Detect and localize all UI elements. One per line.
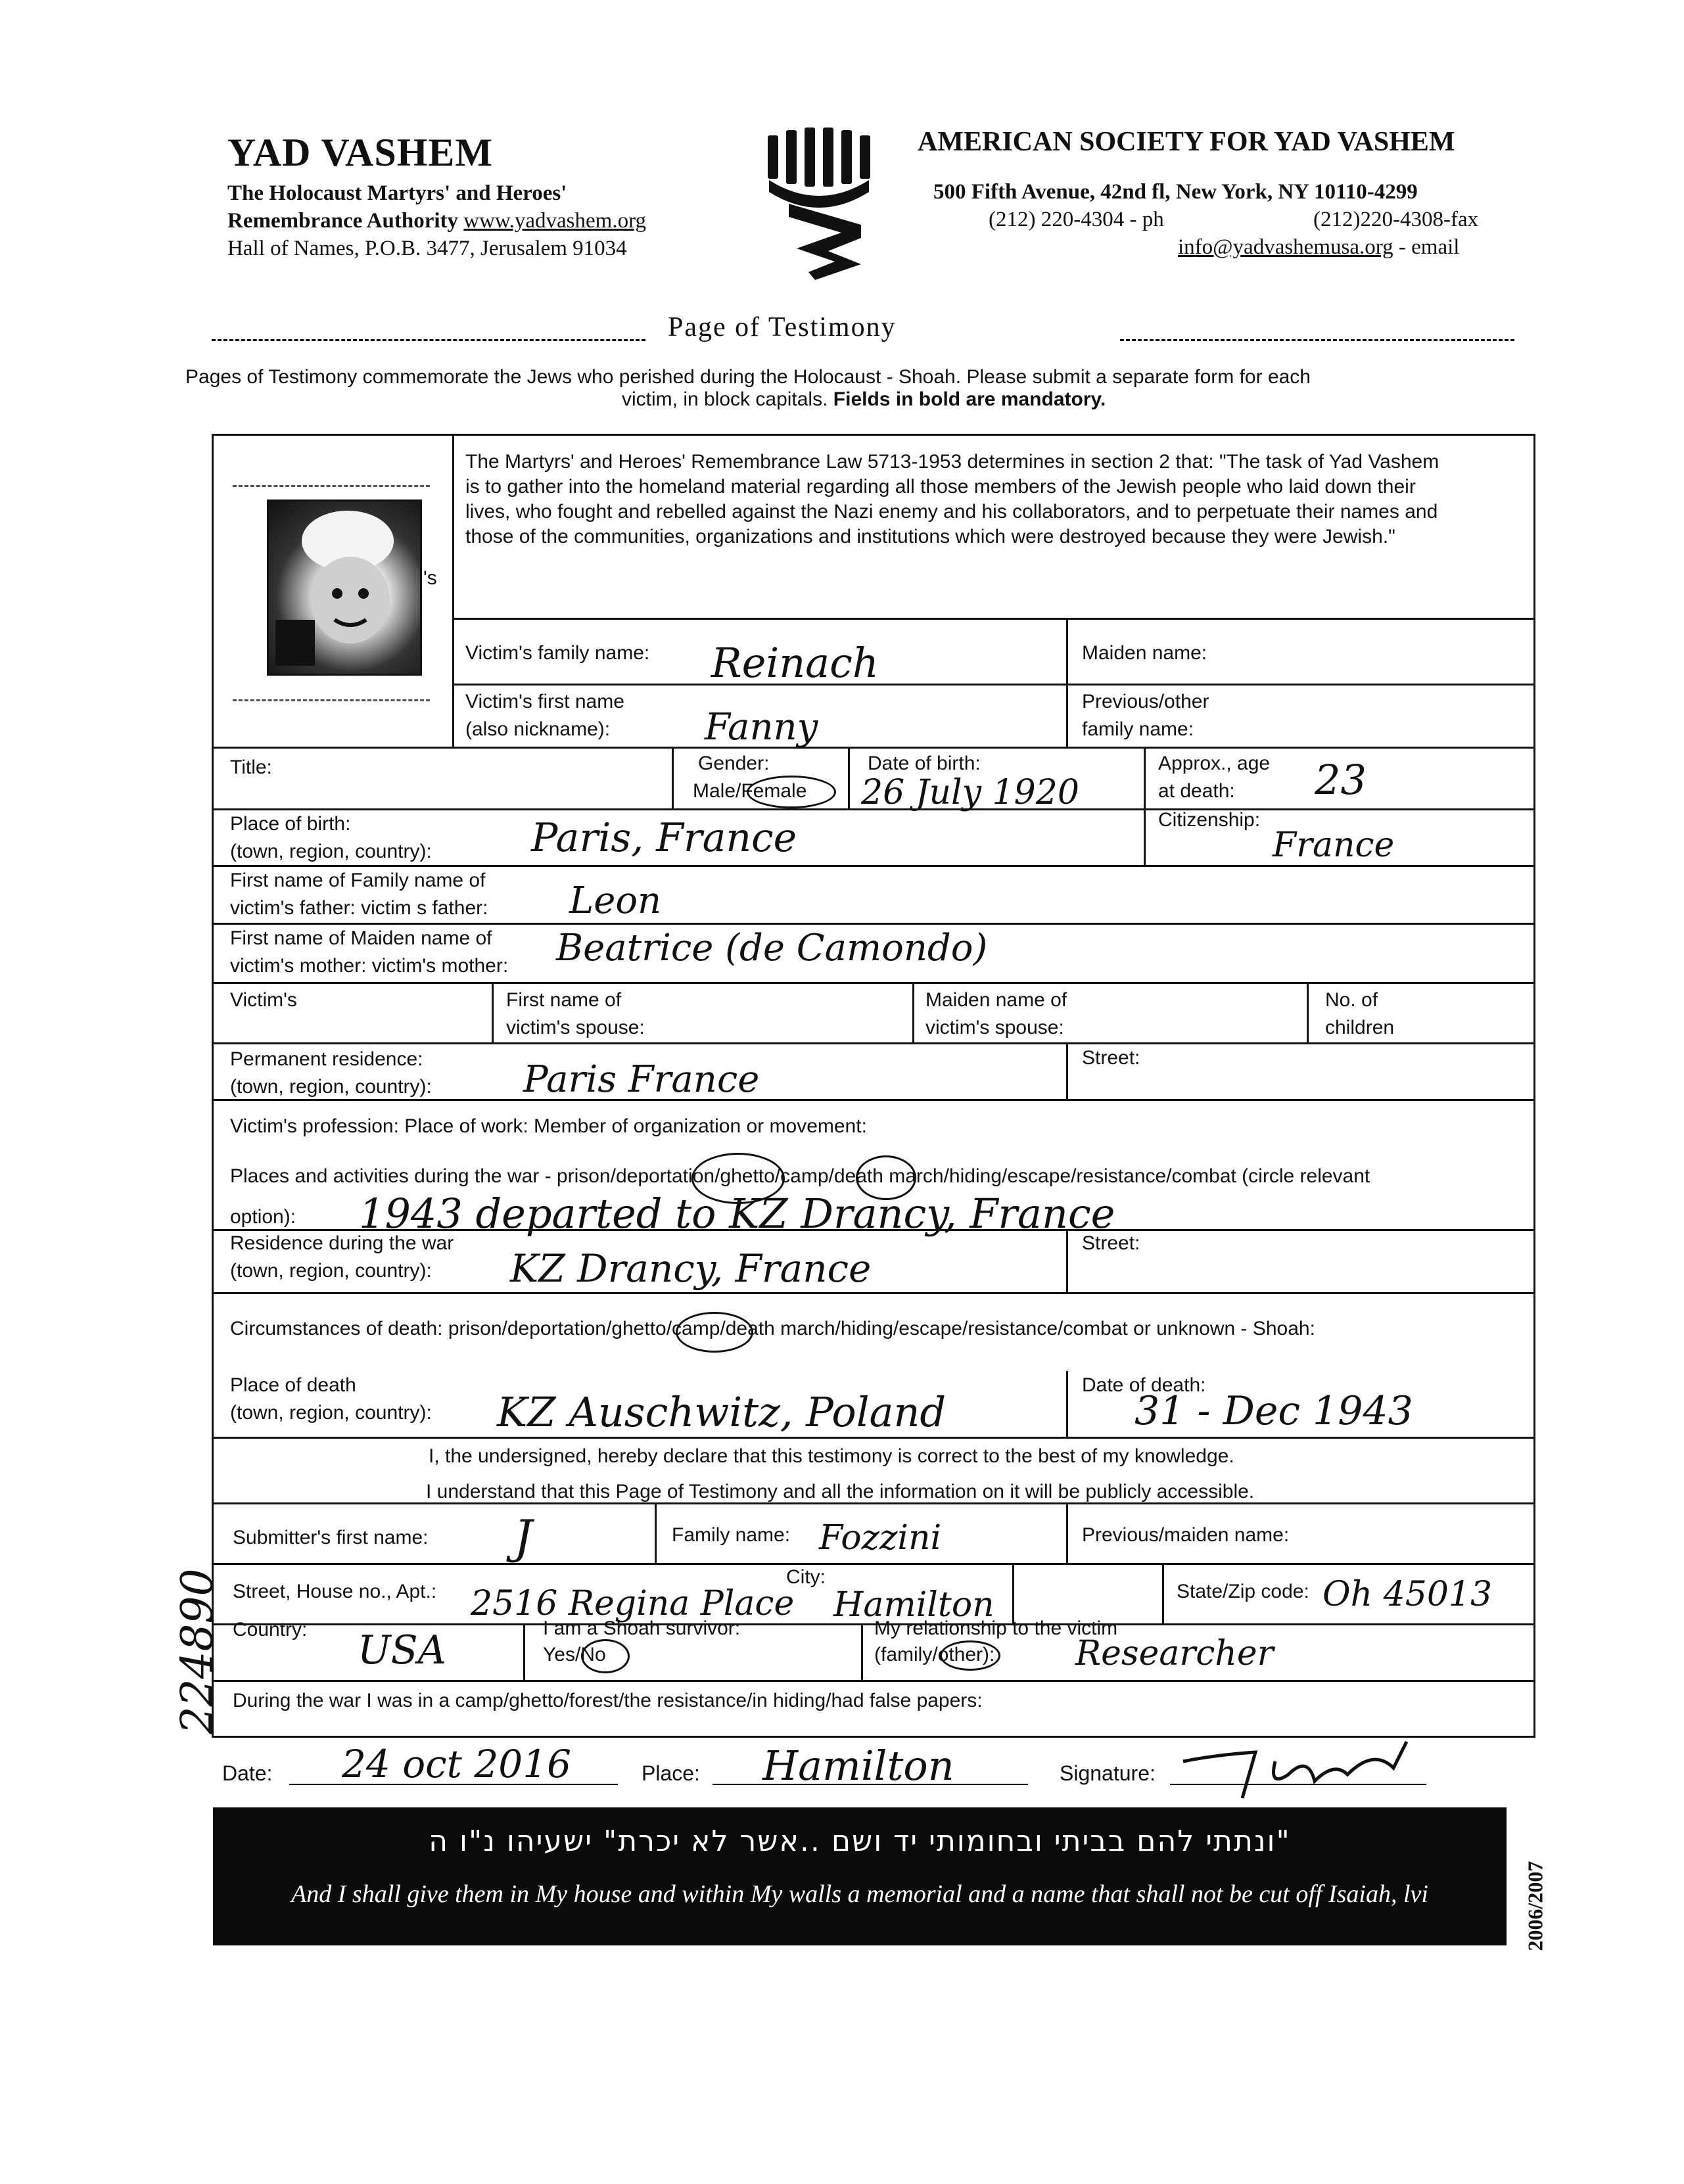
title-dash-left <box>212 339 645 341</box>
yad-vashem-line2 <box>227 209 646 233</box>
yad-vashem-line1: The Holocaust Martyrs' and Heroes' <box>227 181 567 205</box>
pob-value[interactable]: Paris, France <box>531 815 797 861</box>
society-title: AMERICAN SOCIETY FOR YAD VASHEM <box>918 127 1455 157</box>
sub-prev-label: Previous/maiden name: <box>1082 1524 1290 1546</box>
father-label: First name of Family name of victim's father: victim s father: <box>230 870 488 919</box>
declaration-line2: I understand that this Page of Testimony and all the information on it will be publicly accessible. <box>426 1481 1255 1502</box>
photo-figure <box>269 501 420 674</box>
date-value[interactable]: 24 oct 2016 <box>342 1742 571 1786</box>
relationship-other-circle[interactable] <box>940 1640 1000 1671</box>
yad-vashem-url[interactable]: www.yadvashem.org <box>463 209 646 233</box>
pod-label: Place of death (town, region, country): <box>230 1374 432 1424</box>
country-value[interactable]: USA <box>358 1627 446 1673</box>
survivor-label: I am a Shoah survivor: Yes/No <box>543 1617 741 1665</box>
law-text <box>465 450 1439 549</box>
sub-family-label: Family name: <box>672 1524 791 1546</box>
law-line: The Martyrs' and Heroes' Remembrance Law 5713-1953 determines in section 2 that: "The task of Yad Vashem <box>465 451 1439 473</box>
victims-label: Victim's <box>230 989 297 1011</box>
war-residence-label: Residence during the war (town, region, country): <box>230 1232 454 1282</box>
margin-number: 224890 <box>172 1568 223 1734</box>
spouse-first-label: First name of victim's spouse: <box>506 989 645 1038</box>
intro-line1: Pages of Testimony commemorate the Jews who perished during the Holocaust - Shoah. Please submit a separate form for each <box>185 366 1311 388</box>
society-phone: (212) 220-4304 - ph <box>989 208 1164 231</box>
photo-top-dash <box>233 485 430 487</box>
victim-photo <box>267 500 422 676</box>
society-email-line <box>1178 235 1459 260</box>
intro-text: victim, in block capitals. <box>622 388 828 410</box>
pob-label: Place of birth: (town, region, country): <box>230 813 432 862</box>
sub-first-value[interactable]: J <box>514 1510 533 1564</box>
intro-mandatory: Fields in bold are mandatory. <box>833 388 1106 410</box>
citizenship-label: Citizenship: <box>1158 809 1261 831</box>
society-address: 500 Fifth Avenue, 42nd fl, New York, NY 10110-4299 <box>933 180 1418 204</box>
family-name-value[interactable]: Reinach <box>711 639 879 687</box>
circumstances-label: Circumstances of death: prison/deportation/ghetto/camp/death march/hiding/escape/resistance/combat or unknown - Shoah: <box>230 1318 1315 1339</box>
gender-circle[interactable] <box>747 776 836 808</box>
country-label: Country: <box>233 1619 308 1640</box>
law-line: lives, who fought and rebelled against the Nazi enemy and his collaborators, and to perpetuate their names and <box>465 501 1438 523</box>
side-code: 2006/2007 <box>1523 1861 1547 1951</box>
age-value[interactable]: 23 <box>1315 756 1367 804</box>
war-residence-value[interactable]: KZ Drancy, France <box>510 1246 872 1291</box>
war-option-label: option): <box>230 1206 296 1228</box>
city-value[interactable]: Hamilton <box>833 1585 994 1625</box>
relationship-label: My relationship to the victim (family/other): <box>874 1617 1118 1665</box>
war-label: Places and activities during the war - prison/deportation/ghetto/camp/death march/hiding/escape/resistance/combat (circle relevant <box>230 1165 1370 1187</box>
state-label: State/Zip code: <box>1177 1581 1309 1602</box>
society-email-suffix: - email <box>1398 235 1460 259</box>
society-email[interactable]: info@yadvashemusa.org <box>1178 235 1393 259</box>
photo-bottom-dash <box>233 699 430 701</box>
mother-label: First name of Maiden name of victim's mother: victim's mother: <box>230 927 509 977</box>
spouse-maiden-label: Maiden name of victim's spouse: <box>925 989 1067 1038</box>
title-label: Title: <box>230 756 272 778</box>
father-value[interactable]: Leon <box>569 879 662 922</box>
first-name-value[interactable]: Fanny <box>705 706 818 749</box>
residence-value[interactable]: Paris France <box>523 1058 760 1101</box>
relationship-value[interactable]: Researcher <box>1075 1634 1274 1673</box>
dob-label: Date of birth: <box>868 753 981 774</box>
declaration-line1: I, the undersigned, hereby declare that this testimony is correct to the best of my knowledge. <box>429 1445 1234 1467</box>
citizenship-value[interactable]: France <box>1273 825 1395 865</box>
state-value[interactable]: Oh 45013 <box>1322 1575 1493 1614</box>
society-fax: (212)220-4308-fax <box>1313 208 1479 231</box>
date-label: Date: <box>222 1761 273 1785</box>
survivor-no-circle[interactable] <box>581 1639 630 1673</box>
law-line: is to gather into the homeland material regarding all those members of the Jewish people who laid down their <box>465 476 1416 498</box>
quote-banner <box>213 1807 1507 1945</box>
sub-first-label: Submitter's first name: <box>233 1527 429 1548</box>
during-war-label: During the war I was in a camp/ghetto/forest/the resistance/in hiding/had false papers: <box>233 1690 983 1711</box>
law-line: those of the communities, organizations and institutions which were destroyed because they were Jewish." <box>465 526 1395 547</box>
yad-vashem-title: YAD VASHEM <box>227 131 494 174</box>
prev-name-label: Previous/other family name: <box>1082 691 1209 740</box>
dod-label: Date of death: <box>1082 1374 1206 1396</box>
page-title: Page of Testimony <box>668 312 897 342</box>
first-name-label: Victim's first name (also nickname): <box>465 691 624 740</box>
street-house-label: Street, House no., Apt.: <box>233 1581 437 1602</box>
street-house-value[interactable]: 2516 Regina Place <box>471 1584 795 1623</box>
yad-vashem-logo <box>762 126 876 281</box>
dob-value[interactable]: 26 July 1920 <box>861 773 1079 812</box>
pod-value[interactable]: KZ Auschwitz, Poland <box>497 1388 947 1436</box>
place-value[interactable]: Hamilton <box>762 1742 954 1790</box>
intro-line2 <box>622 388 1106 411</box>
children-label: No. of children <box>1325 989 1395 1038</box>
dod-value[interactable]: 31 - Dec 1943 <box>1134 1388 1413 1434</box>
hebrew-quote: "ונתתי להם בביתי ובחומותי יד ושם ..אשר לא יכרת" ישעיהו נ"ו ה <box>429 1824 1291 1858</box>
street-label: Street: <box>1082 1047 1140 1069</box>
signature-mark[interactable] <box>1177 1735 1426 1801</box>
english-quote: And I shall give them in My house and within My walls a memorial and a name that shall not be cut off Isaiah, lvi <box>291 1880 1428 1908</box>
gender-label: Gender: Male/Female <box>693 753 807 802</box>
war-street-label: Street: <box>1082 1232 1140 1254</box>
circumstances-camp-circle[interactable] <box>676 1312 753 1353</box>
war-value[interactable]: 1943 departed to KZ Drancy, France <box>359 1190 1115 1238</box>
title-dash-right <box>1120 339 1514 341</box>
yad-vashem-address: Hall of Names, P.O.B. 3477, Jerusalem 91034 <box>227 237 627 260</box>
age-label: Approx., age at death: <box>1158 753 1271 802</box>
photo-label: 's <box>423 567 437 589</box>
signature-label: Signature: <box>1060 1761 1156 1785</box>
sub-family-value[interactable]: Fozzini <box>819 1518 942 1558</box>
maiden-name-label: Maiden name: <box>1082 642 1207 664</box>
yad-vashem-authority: Remembrance Authority <box>227 209 459 233</box>
family-name-label: Victim's family name: <box>465 642 650 664</box>
residence-label: Permanent residence: (town, region, country): <box>230 1048 432 1098</box>
mother-value[interactable]: Beatrice (de Camondo) <box>556 927 988 969</box>
city-label: City: <box>786 1566 826 1588</box>
profession-label: Victim's profession: Place of work: Member of organization or movement: <box>230 1115 867 1137</box>
place-label: Place: <box>642 1761 700 1785</box>
